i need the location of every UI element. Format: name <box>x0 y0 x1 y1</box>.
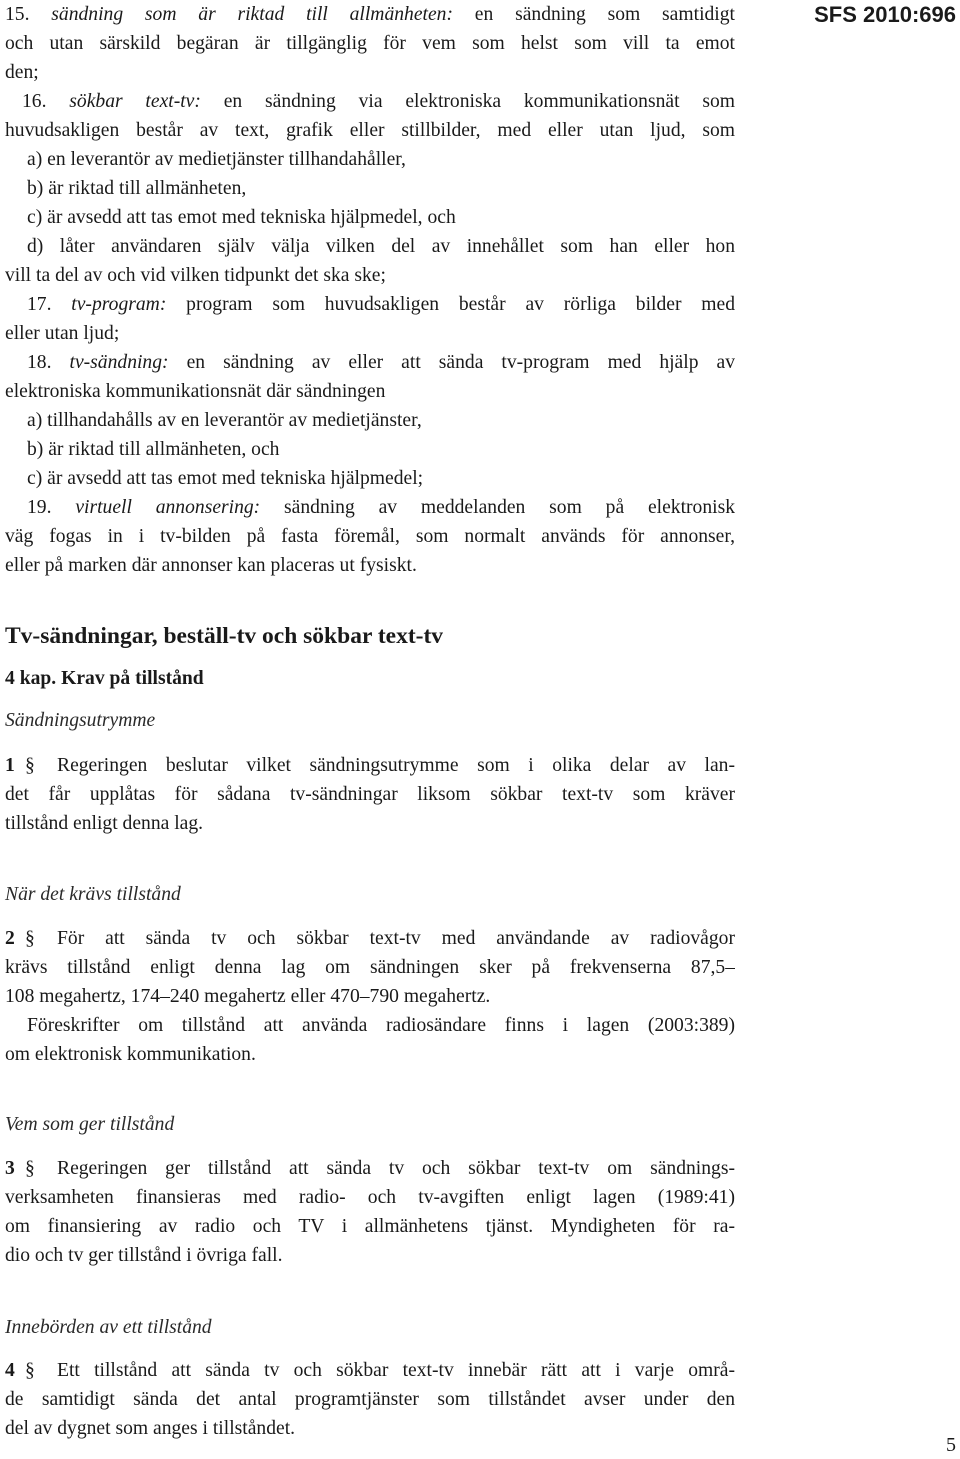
text-line: väg fogas in i tv-bilden på fasta föremål, som normalt används för annonser, <box>5 526 735 547</box>
definition-text: en sändning av eller att sända tv-program med hjälp av <box>168 352 735 373</box>
section-number: 4 <box>5 1360 15 1381</box>
text-line: eller utan ljud; <box>5 323 120 344</box>
definition-term: tv-program: <box>71 294 167 315</box>
definition-15 <box>5 0 735 29</box>
text-line: vill ta del av och vid vilken tidpunkt det ska ske; <box>5 265 386 286</box>
definition-text: en sändning via elektroniska kommunikationsnät som <box>200 91 735 112</box>
section-subheading: När det krävs tillstånd <box>5 884 181 905</box>
chapter-number-heading: 4 kap. Krav på tillstånd <box>5 668 204 689</box>
text-line: huvudsakligen består av text, grafik eller stillbilder, med eller utan ljud, som <box>5 120 735 141</box>
definition-19 <box>5 493 735 522</box>
definition-term: sökbar text-tv: <box>69 91 201 112</box>
list-item: a) tillhandahålls av en leverantör av medietjänster, <box>27 410 422 431</box>
section-text-line: dio och tv ger tillstånd i övriga fall. <box>5 1245 283 1266</box>
section-text-line: tillstånd enligt denna lag. <box>5 813 204 834</box>
chapter-heading: Tv-sändningar, beställ-tv och sökbar text-tv <box>5 623 444 649</box>
definition-16 <box>5 87 735 116</box>
list-item: a) en leverantör av medietjänster tillhandahåller, <box>27 149 406 170</box>
section-text-line: Ett tillstånd att sända tv och sökbar text-tv innebär rätt att i varje områ- <box>57 1360 735 1381</box>
section-text-line: de samtidigt sända det antal programtjänster som tillståndet avser under den <box>5 1389 735 1410</box>
section-text-line: del av dygnet som anges i tillståndet. <box>5 1418 296 1439</box>
definition-term: tv-sändning: <box>69 352 169 373</box>
list-item: c) är avsedd att tas emot med tekniska hjälpmedel, och <box>27 207 456 228</box>
section-text-line: Föreskrifter om tillstånd att använda radiosändare finns i lagen (2003:389) <box>27 1015 735 1036</box>
section-number: 2 <box>5 928 15 949</box>
section-subheading: Sändningsutrymme <box>5 710 156 731</box>
definition-term: sändning som är riktad till allmänheten: <box>51 4 454 25</box>
section-text-line: Regeringen beslutar vilket sändningsutrymme som i olika delar av lan- <box>57 755 735 776</box>
list-item: b) är riktad till allmänheten, och <box>27 439 280 460</box>
list-item: d) låter användaren själv välja vilken del av innehållet som han eller hon <box>27 236 735 257</box>
definition-text: sändning av meddelanden som på elektronisk <box>260 497 735 518</box>
section-text-line: 108 megahertz, 174–240 megahertz eller 470–790 megahertz. <box>5 986 491 1007</box>
definition-number: 19. <box>27 497 76 518</box>
text-line: elektroniska kommunikationsnät där sändningen <box>5 381 386 402</box>
section-subheading: Innebörden av ett tillstånd <box>5 1317 212 1338</box>
section-text-line: För att sända tv och sökbar text-tv med användande av radiovågor <box>57 928 735 949</box>
definition-text: en sändning som samtidigt <box>453 4 735 25</box>
definitions-list <box>5 0 735 580</box>
section-text-line: om elektronisk kommunikation. <box>5 1044 256 1065</box>
section-text-line: krävs tillstånd enligt denna lag om sändningen sker på frekvenserna 87,5– <box>5 957 735 978</box>
section-text-line: det får upplåtas för sådana tv-sändningar liksom sökbar text-tv som kräver <box>5 784 735 805</box>
text-line: den; <box>5 62 39 83</box>
text-line: eller på marken där annonser kan placeras ut fysiskt. <box>5 555 417 576</box>
section-sign: § <box>25 928 35 949</box>
definition-17 <box>5 290 735 319</box>
section-sign: § <box>25 755 35 776</box>
definition-number: 17. <box>27 294 72 315</box>
definition-term: virtuell annonsering: <box>75 497 261 518</box>
definition-number: 15. <box>5 4 52 25</box>
section-4 <box>5 1356 735 1443</box>
section-number: 3 <box>5 1158 15 1179</box>
section-text-line: verksamheten finansieras med radio- och tv-avgiften enligt lagen (1989:41) <box>5 1187 735 1208</box>
list-item: b) är riktad till allmänheten, <box>27 178 247 199</box>
document-id: SFS 2010:696 <box>814 2 956 27</box>
section-subheading: Vem som ger tillstånd <box>5 1114 175 1135</box>
page-number: 5 <box>946 1434 956 1456</box>
list-item: c) är avsedd att tas emot med tekniska hjälpmedel; <box>27 468 424 489</box>
section-text-line: Regeringen ger tillstånd att sända tv och sökbar text-tv om sändnings- <box>57 1158 735 1179</box>
definition-number: 16. <box>22 91 70 112</box>
text-line: och utan särskild begäran är tillgänglig för vem som helst som vill ta emot <box>5 33 735 54</box>
definition-18 <box>5 348 735 377</box>
section-sign: § <box>25 1360 35 1381</box>
section-2 <box>5 924 735 1069</box>
definition-text: program som huvudsakligen består av rörliga bilder med <box>166 294 735 315</box>
section-3 <box>5 1154 735 1270</box>
section-1 <box>5 751 735 838</box>
section-text-line: om finansiering av radio och TV i allmänhetens tjänst. Myndigheten för ra- <box>5 1216 735 1237</box>
section-sign: § <box>25 1158 35 1179</box>
section-number: 1 <box>5 755 15 776</box>
definition-number: 18. <box>27 352 70 373</box>
